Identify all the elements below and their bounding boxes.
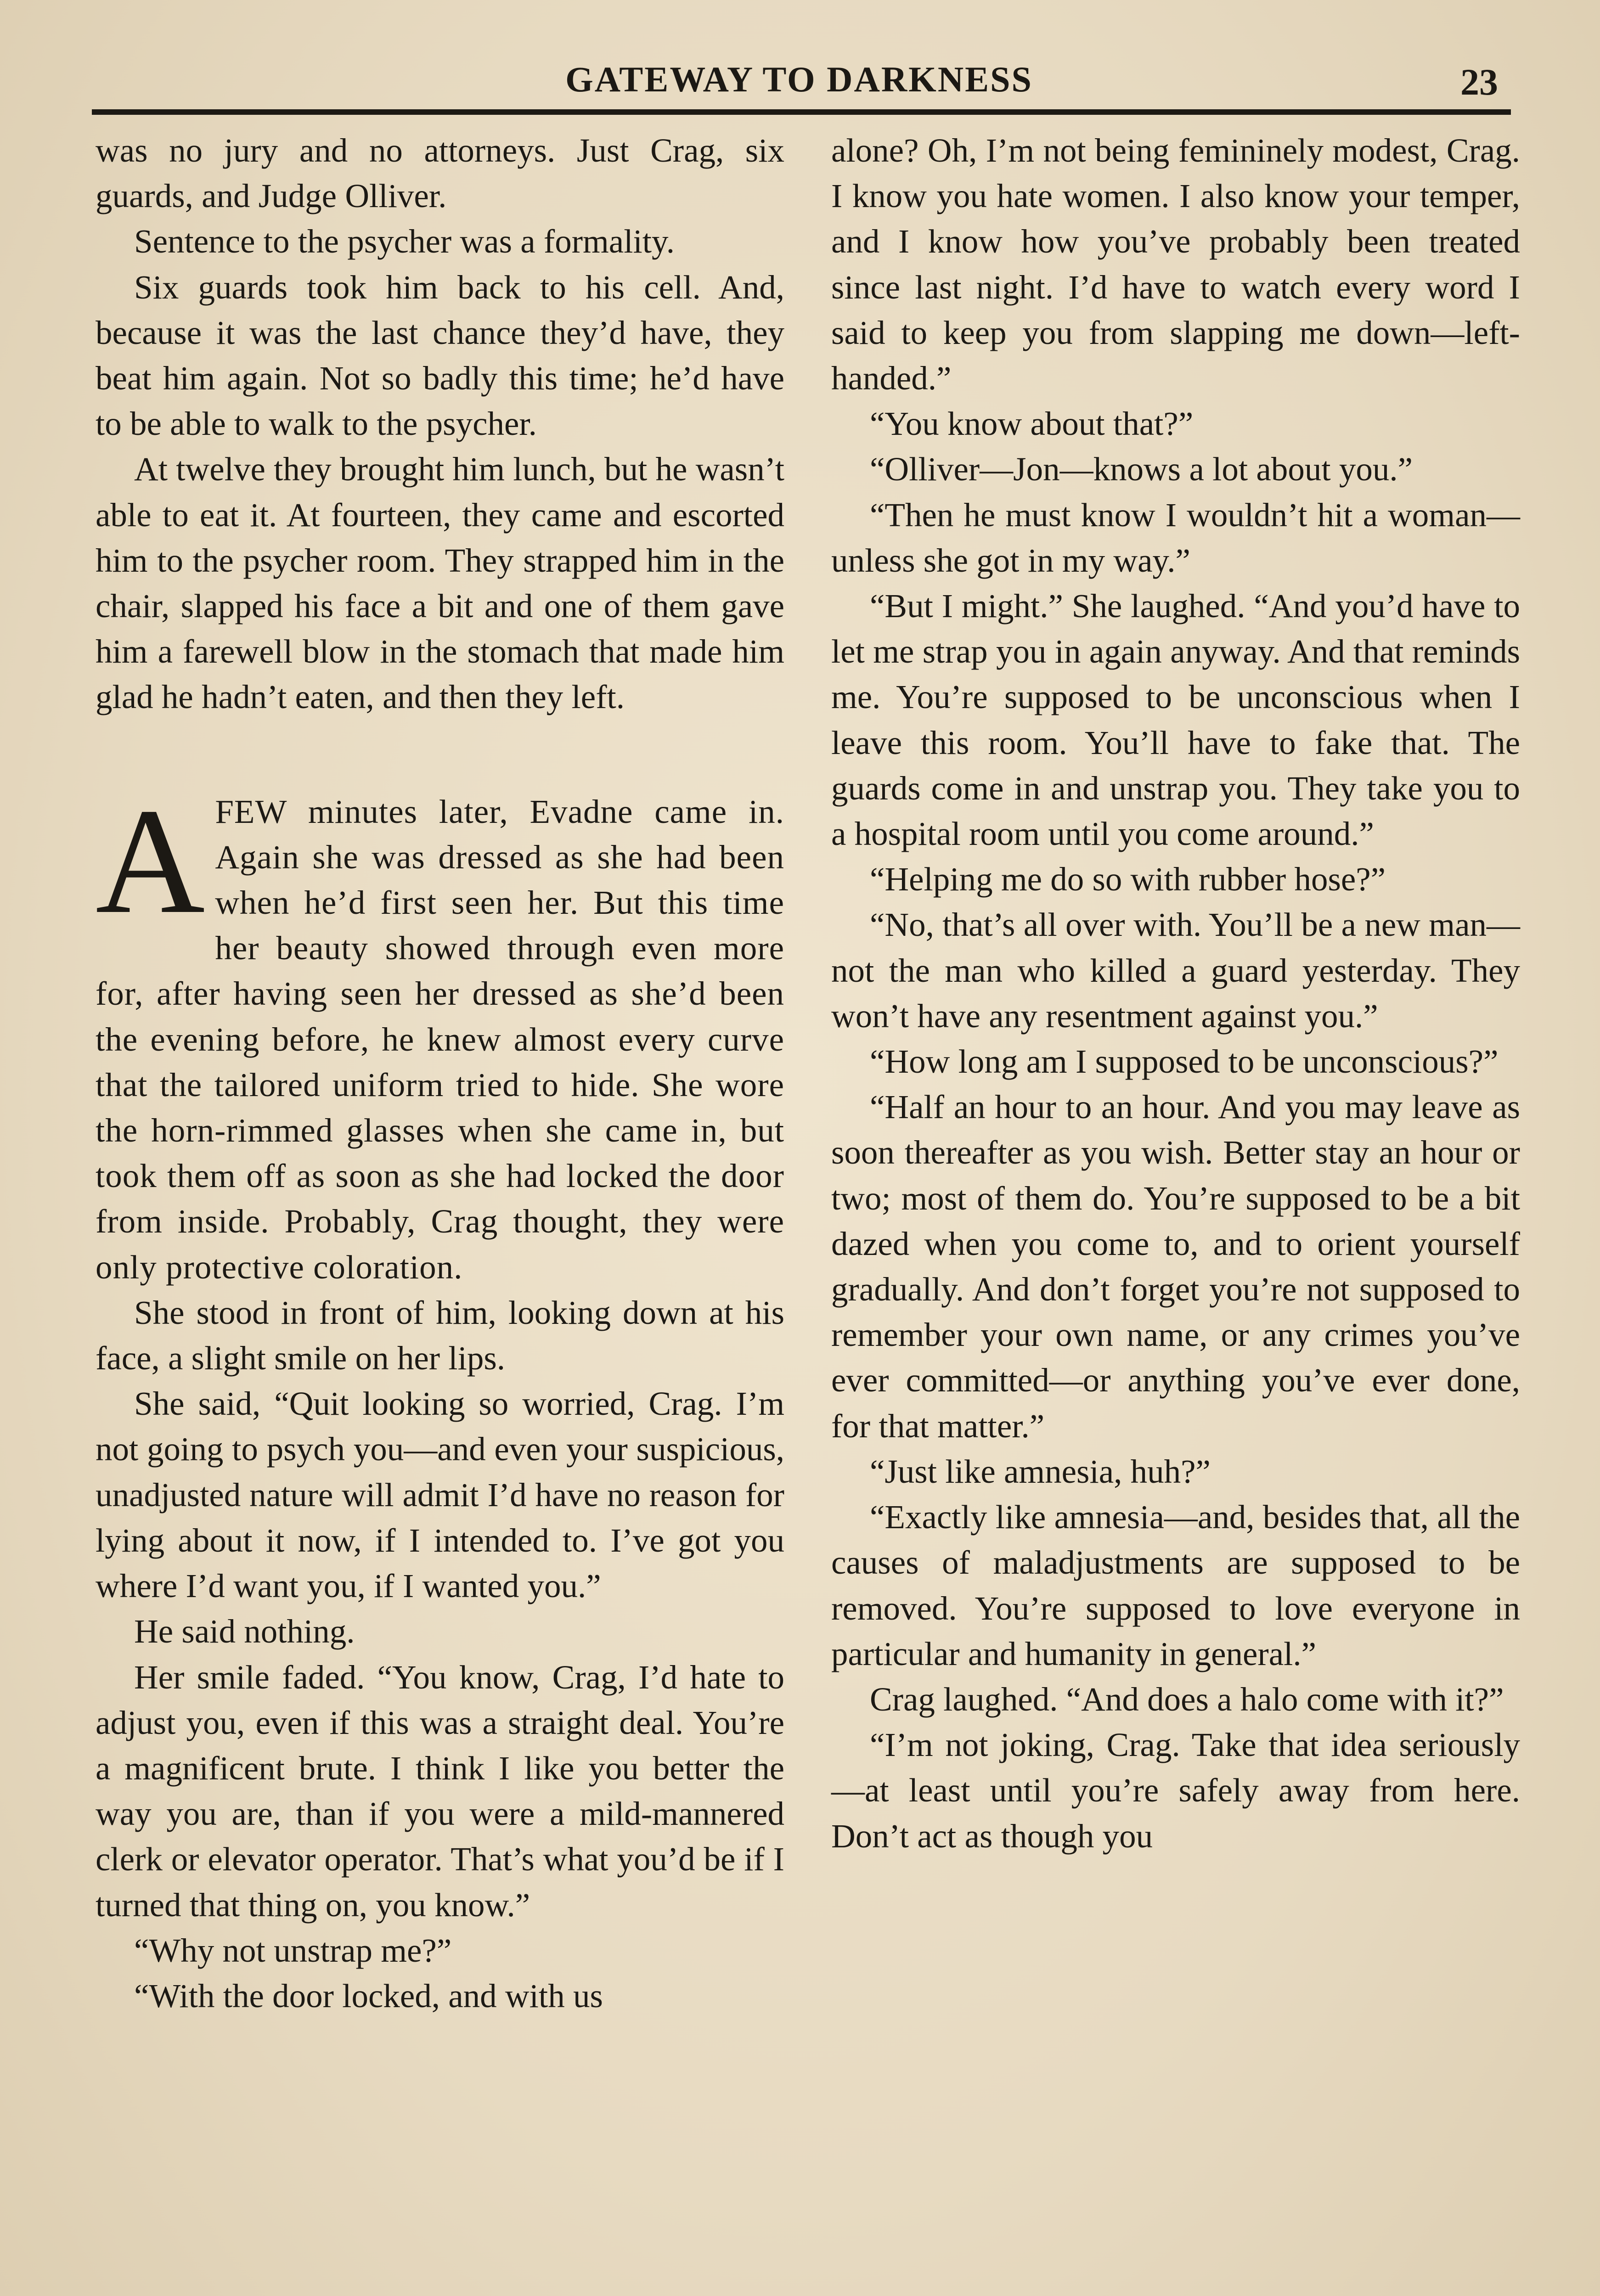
- paragraph: Crag laughed. “And does a halo come with it?”: [870, 1680, 1504, 1718]
- paragraph: “Then he must know I wouldn’t hit a woman—unless she got in my way.”: [831, 496, 1520, 579]
- paragraph: Sentence to the psycher was a formality.: [134, 223, 675, 260]
- paragraph: “I’m not joking, Crag. Take that idea seriously—at least until you’re safely away from here. Don’t act as though you: [831, 1726, 1520, 1855]
- paragraph: was no jury and no attorneys. Just Crag, six guards, and Judge Olliver.: [96, 132, 784, 215]
- left-column: [96, 128, 784, 2019]
- paragraph: “Olliver—Jon—knows a lot about you.”: [870, 450, 1413, 488]
- page-header: [92, 51, 1506, 110]
- paragraph: “How long am I supposed to be unconscious?”: [870, 1043, 1499, 1080]
- paragraph: “With the door locked, and with us: [134, 1977, 603, 2015]
- paragraph-text: FEW minutes later, Evadne came in. Again she was dressed as she had been when he’d first seen her. But this time her beauty showed through even more for, after having seen her dressed as she’d been the evening before, he knew almost every curve that the tailored uniform tried to hide. She wore the horn-rimmed glasses when she came in, but took them off as soon as she had locked the door from inside. Probably, Crag thought, they were only protective coloration.: [96, 793, 784, 1286]
- paragraph: “Helping me do so with rubber hose?”: [870, 861, 1386, 898]
- paragraph: “No, that’s all over with. You’ll be a new man—not the man who killed a guard yesterday. They won’t have any resentment against you.”: [831, 906, 1520, 1035]
- paragraph: “Exactly like amnesia—and, besides that, all the causes of maladjustments are supposed to be removed. You’re supposed to love everyone in particular and humanity in general.”: [831, 1498, 1520, 1672]
- paragraph: She stood in front of him, looking down at his face, a slight smile on her lips.: [96, 1294, 784, 1377]
- paragraph: Her smile faded. “You know, Crag, I’d hate to adjust you, even if this was a straight deal. You’re a magnificent brute. I think I like you better the way you are, than if you were a mild-mannered clerk or elevator operator. That’s what you’d be if I turned that thing on, you know.”: [96, 1658, 784, 1924]
- paragraph: “You know about that?”: [870, 405, 1194, 443]
- paragraph: alone? Oh, I’m not being femininely modest, Crag. I know you hate women. I also know your temper, and I know how you’ve probably been treated since last night. I’d have to watch every word I said to keep you from slapping me down—left-handed.”: [831, 132, 1520, 397]
- paragraph: “Just like amnesia, huh?”: [870, 1452, 1211, 1490]
- paragraph: She said, “Quit looking so worried, Crag. I’m not going to psych you—and even your suspicious, unadjusted nature will admit I’d have no reason for lying about it now, if I intended to. I’ve got you where I’d want you, if I wanted you.”: [96, 1385, 784, 1605]
- running-title: GATEWAY TO DARKNESS: [565, 59, 1033, 99]
- paragraph: At twelve they brought him lunch, but he wasn’t able to eat it. At fourteen, they came and escorted him to the psycher room. They strapped him in the chair, slapped his face a bit and one of them gave him a farewell blow in the stomach that made him glad he hadn’t eaten, and then they left.: [96, 450, 784, 716]
- paragraph: Six guards took him back to his cell. And, because it was the last chance they’d have, they beat him again. Not so badly this time; he’d have to be able to walk to the psycher.: [96, 268, 784, 443]
- paragraph: “Why not unstrap me?”: [134, 1931, 452, 1969]
- page-number: 23: [1460, 61, 1498, 103]
- header-rule: [92, 109, 1511, 115]
- drop-cap: A: [96, 777, 205, 945]
- paragraph: “Half an hour to an hour. And you may leave as soon thereafter as you wish. Better stay an hour or two; most of them do. You’re supposed to be a bit dazed when you come to, and to orient yourself gradually. And don’t forget you’re not supposed to remember your own name, or any crimes you’ve ever committed—or anything you’ve ever done, for that matter.”: [831, 1088, 1520, 1445]
- section-opening-paragraph: [96, 777, 784, 1290]
- paragraph: “But I might.” She laughed. “And you’d have to let me strap you in again anyway. And that reminds me. You’re supposed to be unconscious when I leave this room. You’ll have to fake that. The guards come in and unstrap you. They take you to a hospital room until you come around.”: [831, 587, 1520, 853]
- paragraph: He said nothing.: [134, 1613, 355, 1650]
- right-column: [831, 128, 1520, 1859]
